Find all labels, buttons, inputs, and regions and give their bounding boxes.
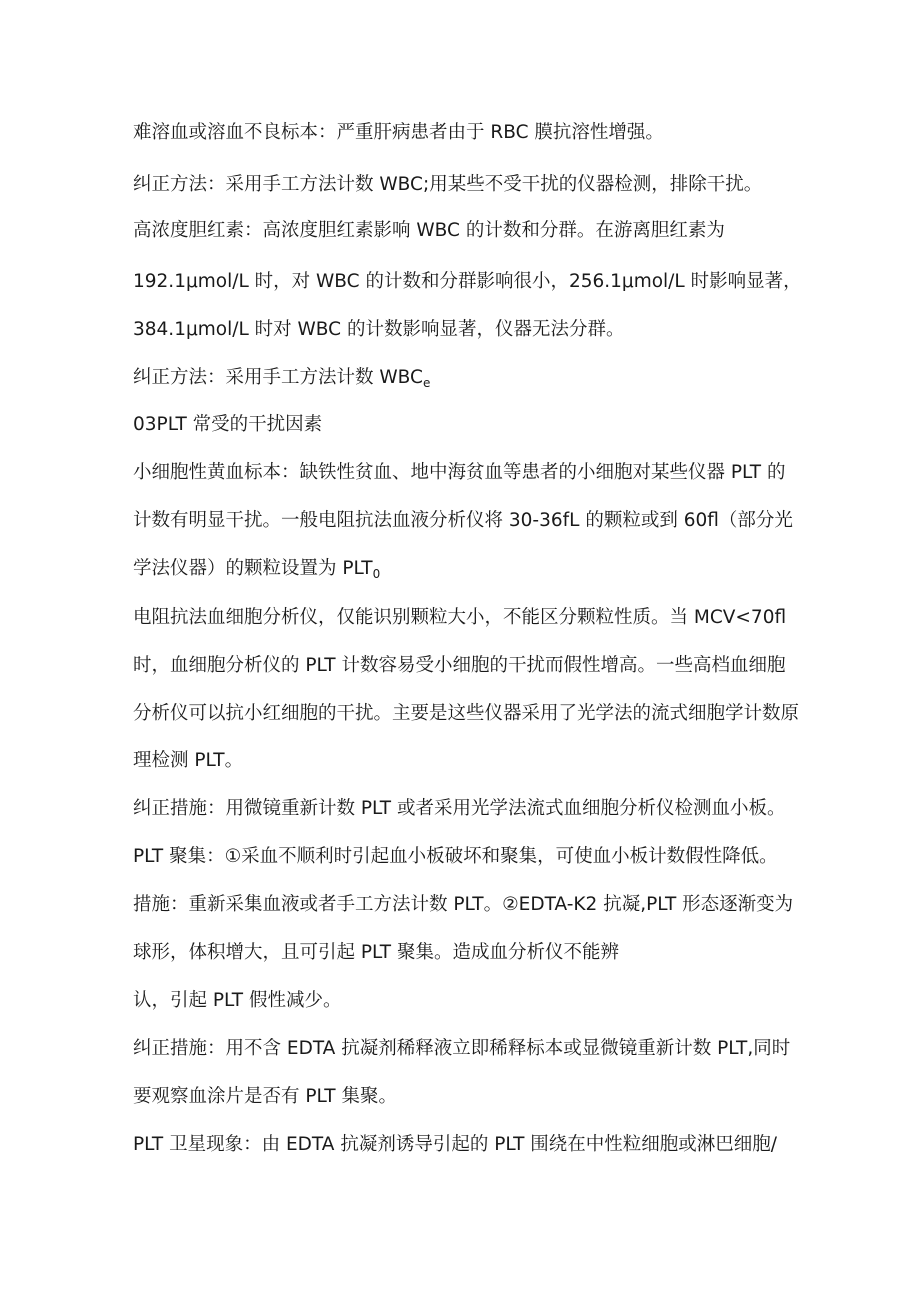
text-line: 192.1μmol/L 时，对 WBC 的计数和分群影响很小，256.1μmol/L 时影响显著， (133, 271, 802, 292)
text-line: 时，血细胞分析仪的 PLT 计数容易受小细胞的干扰而假性增高。一些高档血细胞 (133, 655, 786, 676)
text-line: 384.1μmol/L 时对 WBC 的计数影响显著，仪器无法分群。 (133, 319, 625, 340)
section-heading: 03PLT 常受的干扰因素 (133, 414, 323, 435)
text-line: 纠正措施：用不含 EDTA 抗凝剂稀释液立即稀释标本或显微镜重新计数 PLT,同时 (133, 1038, 791, 1059)
text-line: 纠正措施：用微镜重新计数 PLT 或者采用光学法流式血细胞分析仪检测血小板。 (133, 798, 786, 819)
text-line: 电阻抗法血细胞分析仪，仅能识别颗粒大小，不能区分颗粒性质。当 MCV<70fl (133, 607, 787, 628)
text-line: 理检测 PLT。 (133, 750, 244, 771)
text-line: 分析仪可以抗小红细胞的干扰。主要是这些仪器采用了光学法的流式细胞学计数原 (133, 703, 800, 724)
text-line: PLT 卫星现象：由 EDTA 抗凝剂诱导引起的 PLT 围绕在中性粒细胞或淋巴细胞/ (133, 1134, 778, 1155)
subscript: e (422, 376, 431, 390)
text-line-body: 学法仪器）的颗粒设置为 PLT (133, 558, 373, 579)
text-line: 要观察血涂片是否有 PLT 集聚。 (133, 1086, 397, 1107)
text-line: PLT 聚集：①采血不顺利时引起血小板破坏和聚集，可使血小板计数假性降低。 (133, 846, 778, 867)
text-line: 高浓度胆红素：高浓度胆红素影响 WBC 的计数和分群。在游离胆红素为 (133, 220, 725, 241)
text-line: 难溶血或溶血不良标本：严重肝病患者由于 RBC 膜抗溶性增强。 (133, 122, 664, 143)
text-line: 措施：重新采集血液或者手工方法计数 PLT。②EDTA-K2 抗凝,PLT 形态逐渐变为 (133, 894, 794, 915)
text-line: 纠正方法：采用手工方法计数 WBC;用某些不受干扰的仪器检测，排除干扰。 (133, 174, 763, 195)
text-line: 认，引起 PLT 假性减少。 (133, 990, 342, 1011)
text-line-body: 纠正方法：采用手工方法计数 WBC (133, 367, 423, 388)
subscript: 0 (372, 567, 381, 581)
text-line: 球形，体积增大，且可引起 PLT 聚集。造成血分析仪不能辨 (133, 942, 619, 963)
text-line (133, 557, 380, 586)
text-line: 计数有明显干扰。一般电阻抗法血液分析仪将 30-36fL 的颗粒或到 60fl（部分光 (133, 510, 793, 531)
text-line (133, 366, 430, 395)
text-line: 小细胞性黄血标本：缺铁性贫血、地中海贫血等患者的小细胞对某些仪器 PLT 的 (133, 462, 786, 483)
